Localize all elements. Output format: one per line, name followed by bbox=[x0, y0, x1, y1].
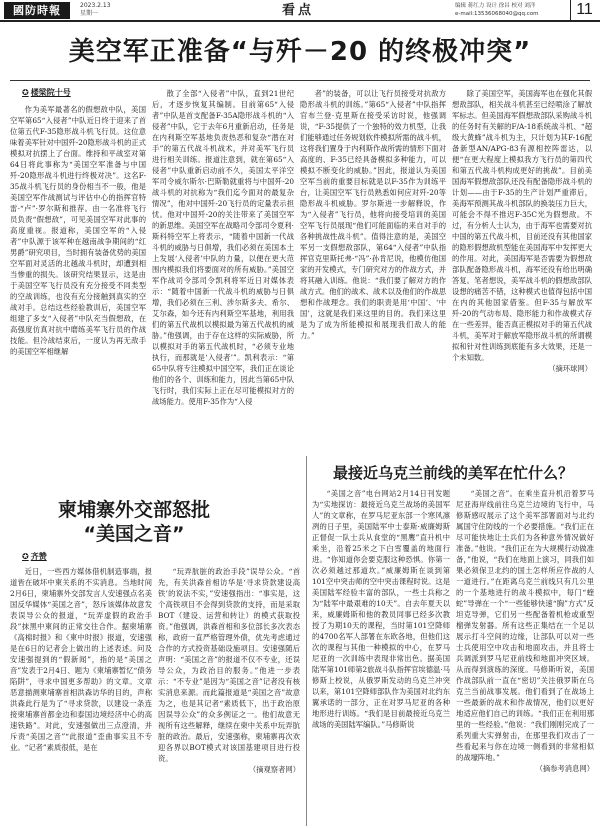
headline-divider bbox=[10, 80, 590, 81]
article3-credit: （摘参考消息网） bbox=[535, 764, 594, 773]
column-divider bbox=[306, 456, 307, 826]
article1-paragraph: 者”的装备，可以让飞行员接受对抗敌方隐形战斗机的训练。”第65“入侵者”中队指挥官布兰登·克里斯在接受采访时说，他强调说，“F-35提供了一个独特的效力机型，让我们能够通过任务规划软件模拟所需的战斗机，这将我们置身于内利斯作战所需的情形下面对高度的、F-35已经具备模拟多种能力，可以模拟不断变化的威胁。”因此，报道认为美国空军当前的重要目标就是以F-35作为训练平台，让美国空军飞行员熟悉如何应对歼-20等隐形战斗机威胁。罗尔斯进一步解释说，作为“入侵者”飞行员，他将向接受培训的美国空军飞行员展现“他们可能面临的来自对手的各种挑战性战斗机”。值得注意的是，美国空军另一支假想敌部队，第64“入侵者”中队指挥官克里斯托弗·“冯”·孙肯尼说，他模仿他国家的开发模式，专门研究对方的作战方式，并将其融入训练。他说：“我们要了解对方的作战方式。他们的战术、战术以及他们的作战思想和作战理念。我们的职责是用‘中国’、‘中国’，这就是我们来这里的目的。我们来这里是为了成为所能模拟和展现我们敌人的能力。” bbox=[300, 89, 446, 340]
article1-author: 楼梁院十号 bbox=[30, 88, 71, 97]
article1-paragraph: 除了美国空军，美国海军也在强化其假想敌部队，相关战斗机甚至已经喷涂了解放军标志。但美国海军假想敌部队采购战斗机的任务时有关解的F/A-18系统战斗机、“超级大黄蜂”战斗机为主，只计划为其F-16配备新型AN/APG-83有源相控阵雷达，以便“在更大程度上模拟我方飞行员的第四代和第五代战斗机构成更好的挑战”。目前美国海军假想敌部队还没有配备隐形战斗机的计划——由于F-35的生产计划严重滞后，美海军预测其战斗机部队的换装压力巨大，可能会不得不推迟F-35C光为假想敌。不过，有分析人士认为，由于海军也需要对抗中国的第五代战斗机，目前还没有其他国家的隐形假想敌机型能在美国海军中发挥更大的作用。对此，美国海军是否需要为假想敌部队配备隐形战斗机，海军还没有给出明确答复。笔者想说，美军战斗机的假想敌部队设想的痛苦不错，这种模式也值得包括中国在内的其他国家借鉴。但F-35与解放军歼-20的气动布局、隐形能力和作战模式存在一些差异，能否真正模拟对手的第五代战斗机，美军对于解放军隐形战斗机的所谓模拟和针对性训练到底能有多大效果，还是一个未知数。 bbox=[452, 89, 592, 362]
section-name: 看点 bbox=[281, 3, 314, 18]
article3-paragraph: “美国之音”。在乘坐直升机沿着罗马尼亚海岸线前往乌克兰边境的飞行中，马修斯感叹展示了这个美军部署面对与北约属国守住防线的一个必要措施。“我们正在尽可能快地让士兵们为各种意外情况做好准备。”他说。“我们正在为大规模行动做准备，”他说，“我们在地面上演习，同我们如果必须保卫北约的国土怎样所应作战的人一道进行。”在距离乌克兰前线只有几公里的一个基地进行的战斗模拟中，每门“蝰蛇”导弹在一个“一些能够快速“胸”方式”反坦克导弹，它们另一些配备着机枪或重型榴弹发射器。所有这些正集结在一个足以展示打斗空间的边缘，让部队可以对一些士兵使用空中攻击和地面攻击，并且将士兵调派到罗马尼亚前线和地面冲突区域。从而得到演练的深度。马修斯听说，美国作战部队前一直在“密切”关注俄罗斯在乌克兰当前战事发展。他们看到了在战场上一些最新的战术和作战情况，他们以更好地适应他们自己的训练。“我们正在利用那里的一些经验。”他说：“我们刚刚完成了一系列重大实弹射击，在那里我们攻击了一些看起来与你在边境一侧看到的非常相似的战壕阵地。” bbox=[456, 489, 594, 762]
article2-headline bbox=[20, 498, 248, 546]
article2-column-2 bbox=[158, 566, 300, 822]
editor-credits bbox=[455, 2, 538, 18]
article2-credit: （摘观察者网） bbox=[248, 765, 300, 774]
article2-column-1 bbox=[10, 566, 152, 822]
page-header bbox=[0, 0, 600, 22]
editor-credits-line: 编辑 蒋红力 设计 徐昌 校对 刘洋 bbox=[455, 3, 536, 9]
article1-credit: （摘环球网） bbox=[548, 364, 592, 373]
issue-date-line: 2023.2.13 bbox=[80, 2, 111, 9]
issue-weekday: 星期一 bbox=[80, 10, 99, 17]
article1-column-4 bbox=[452, 88, 592, 452]
article1-column-3 bbox=[300, 88, 446, 452]
article1-headline: 美空军正准备“与歼－20 的终极冲突” bbox=[68, 37, 532, 67]
article1-byline bbox=[22, 88, 71, 98]
article2-author: 齐赞 bbox=[30, 552, 47, 561]
article2-headline-line2: “美国之音” bbox=[83, 523, 185, 545]
article2-headline-line1: 柬埔寨外交部怒批 bbox=[57, 499, 210, 521]
editor-email: e-mail:13536068040@qq.com bbox=[455, 11, 539, 17]
newspaper-logo: 國防時報 bbox=[4, 2, 70, 19]
article1-column-1 bbox=[10, 104, 146, 452]
article1-paragraph: 散了全部“入侵者”中队，直到21世纪后，才逐步恢复其编制。目前第65“入侵者”中队是首支配备F-35A隐形战斗机的“入侵者”中队，它于去年6月重新启动，任务是在内利斯空军基地负责热恶和复杂“潜在对手”的第五代战斗机战术，并对美军飞行员进行相关训练。报道注意到，就在第65“入侵者”中队重新启动前不久，美国太平洋空军司令威尔斯尔·巴斯勒就重将与中国歼-20战斗机的对抗称为“我们迄今面对的最复杂情况”，他对中国歼-20飞行员的定量表示担忧。他对中国歼-20的关注带来了美国空军的新思维。美国空军在战略司令部司令夏利·斯科特空军上将表示，“随着中国新一代战斗机的威胁与日俱增，我们必须在美国本土上发展‘入侵者’中队的力量，以便在更大范围内模拟我们将要面对的所有威胁。”美国空军作战司令部司令凯利将军近日对媒体表示：“随着中国新一代战斗机的威胁与日俱增，我们必须在三利、涉尔斯多夫、希尔、艾尔森，如今还有内利斯空军基地，利用我们的第五代战机以模拟最为第五代战机的威胁。”他强调，由于存在这样的实际威胁，所以模拟对手的第五代战机时，“必须专业地执行，而那就是‘入侵者’”。凯利表示：“第65中队将专注模拟中国空军，我们正在谈论他们的各个、训练和能力，因此当第65中队飞行时，我们实际上正在尽可能模拟对方的战场能力。使用F-35作为“入侵 bbox=[152, 89, 294, 406]
star-icon: ✪ bbox=[22, 88, 29, 97]
article1-paragraph: 作为美军最著名的假想敌中队，美国空军第65“入侵者”中队近日终于迎来了首位第五代F-35隐形战斗机飞行员。这位意味着美军针对中国歼-20隐形战斗机的正式模拟对抗摆上了台面。维持和平战室对第64日将此事称为“美国空军准备与中国歼-20隐形战斗机进行终极对决”。这名F-35战斗机飞行员的身份相当不一般，他是美国空军作战测试与评估中心的指挥官特雷·“卢”·罗尔斯和推荐。由一名准将飞行员负责“假想敌”，可见美国空军对此事的高度重视。报道称，美国空军的“入侵者”中队源于该军种在越南战争期间的“红男爵”研究项目，当时拥有装备优势的美国空军面对灵活的北越战斗机时，却遭到相当惨重的损失。该研究结果显示，这是由于美国空军飞行员没有充分接受不同类型的空战训练，也没有充分接触到真实的空战对手。总结这些经验教训后，美国空军组建了多支“入侵者”中队充当假想敌，在高强度仿真对抗中磨练美军飞行员的作战技能。但冷战结束后，一度认为再无敌手的美国空军相继解 bbox=[10, 105, 146, 356]
article2-byline bbox=[22, 552, 47, 562]
page-number: 11 bbox=[570, 0, 598, 20]
article1-column-2 bbox=[152, 88, 294, 452]
article3-column-2 bbox=[456, 488, 594, 822]
article3-column-1 bbox=[312, 488, 450, 822]
article3-headline: 最接近乌克兰前线的美军在忙什么？ bbox=[332, 464, 573, 482]
article3-paragraph: “美国之音”电台网站2月14日刊发题为“实地探访：最接近乌克兰战场的美国军人”的文章称，在罗马尼亚东部一个寒风凛冽的日子里，美国陆军中士泰斯·威廉姆斯正督促一队士兵从食堂的“黑鹰”直升机中乘坐，沿着25米之下白雪覆盖的地面行进。“你知道你会要克服这种恐惧。你第一次必须越过那道坎。”威廉姆斯在谈到第101空中突击师的空中突击课程时说。这是美国陆军经验丰富的部队，一些士兵称之为“陆军中最艰难的10天”。自去年夏天以来，威廉姆斯和他的教员同事已经多次教授了为期10天的课程，当时第101空降师的4700名军人部署在东欧各地，但他们这次的课程与其他一种模拟的中心，在罗马尼亚的一次训练中表现非常出色。据美国陆军第101师第2旅战斗队指挥官埃德温·马修斯上校说，从俄罗斯发动的乌克兰冲突以来，第101空降师部队作为美国对北约东翼承诺的一部分，正在对罗马尼亚的各种地形进行训练。“我们是目前最接近乌克兰战场的美国陆军编队。”马修斯说 bbox=[312, 489, 450, 729]
issue-date bbox=[80, 2, 111, 18]
article2-paragraph: “玩弄肮脏的政治手段”误导公众。“首先，有关洪森首相访华是‘寻求贷款建设高铁’的说法不实，”安速强指出：“事实是，这个高铁项目不会得到贷款的支持，而是采取BOT（建设、运营和转让）的模式获取投资。”他强调，洪森首相和多位部长多次表态称，政府一直严格管理外债，优先考虑通过合作的方式投资基础设施项目。安速强随后声明：“美国之音”的报道不仅不专业，还误导公众，为政治目的服务。”他进一步表示：“不专业”是因为“美国之音”记者没有核实消息来源。而此篇报道是“美国之音”故意为之，也是其记者“素质低下，出于政治原因误导公众”的众多例证之一。他们故意无视所有这些解释，继续在柬中关系中玩弄肮脏的政治。最后，安速强称，柬埔寨再次欢迎各界以BOT模式对该国基建项目进行投资。 bbox=[158, 567, 300, 763]
article2-paragraph: 近日，一些西方媒体借机制造事端，报道皆在破坏中柬关系的不实消息。当地时间2月6日，柬埔寨外交部发言人安速强点名美国反华媒体“美国之音”，怒斥该媒体故意发表误导公众的报道，“玩弄虚假的政治手段”抹黑中柬间的正常交往合作。据柬埔寨《高棉时报》和《柬中时报》报道，安速强是在6日的记者会上做出的上述表述。问及安速强提到的“假新闻”，指的是“美国之音”发表于2月4日、题为《柬埔寨暂忆“债务陷阱”，寻求中国更多帮助》的文章。文章恶意描测柬埔寨首相洪森访华的目的，声称洪森此行是为了“寻求贷款，以建设一条连接柬埔寨首都金边和泰国边境经济中心的高速铁路”。对此，安速强做出三点澄清，并斥责“美国之音”“此报道”歪曲事实且不专业。“记者”素质很低，是在 bbox=[10, 567, 152, 752]
star-icon: ✪ bbox=[22, 552, 29, 561]
